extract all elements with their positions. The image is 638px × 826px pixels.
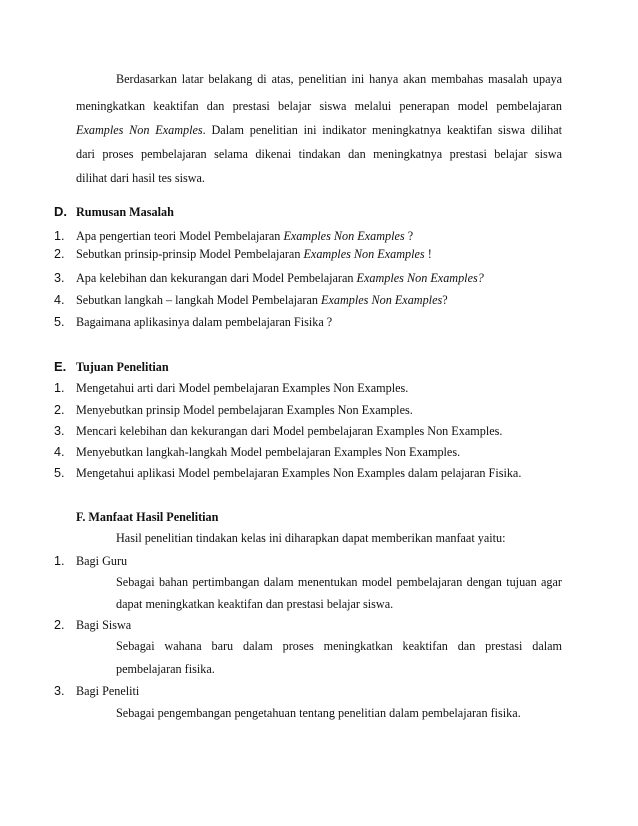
section-f-title: F. Manfaat Hasil Penelitian — [76, 510, 219, 524]
section-d-item-4 — [76, 292, 448, 308]
section-d-item-5 — [76, 314, 332, 330]
intro-line-4: dari proses pembelajaran selama dikenai tindakan dan meningkatnya prestasi belajar siswa — [76, 147, 562, 161]
section-f-item-2-line-1: Sebagai wahana baru dalam proses meningkatkan keaktifan dan prestasi dalam — [116, 639, 562, 653]
section-e-item-2-number: 2. — [54, 403, 65, 417]
section-f-item-3-number: 3. — [54, 684, 65, 698]
section-e-marker: E. — [54, 359, 67, 374]
section-d-item-2-number: 2. — [54, 247, 65, 261]
item-text: Sebutkan langkah – langkah Model Pembelajaran — [76, 293, 322, 307]
item-text: Apa kelebihan dan kekurangan dari Model Pembelajaran — [76, 271, 357, 285]
item-suffix: ! — [424, 247, 432, 261]
intro-line-2: meningkatkan keaktifan dan prestasi belajar siswa melalui penerapan model pembelajaran — [76, 99, 562, 113]
intro-line-3 — [76, 122, 562, 138]
section-e-item-5: Mengetahui aplikasi Model pembelajaran Examples Non Examples dalam pelajaran Fisika. — [76, 466, 522, 480]
section-f-item-3-label: Bagi Peneliti — [76, 684, 140, 698]
section-f-item-1-line-1: Sebagai bahan pertimbangan dalam menentukan model pembelajaran dengan tujuan agar — [116, 575, 562, 589]
section-d-title: Rumusan Masalah — [76, 205, 174, 219]
section-e-item-3: Mencari kelebihan dan kekurangan dari Model pembelajaran Examples Non Examples. — [76, 424, 503, 438]
section-f-item-2-label: Bagi Siswa — [76, 618, 132, 632]
section-f-item-1-line-2: dapat meningkatkan keaktifan dan prestasi belajar siswa. — [116, 597, 394, 611]
section-d-item-5-number: 5. — [54, 315, 65, 329]
section-d-item-3 — [76, 270, 484, 286]
section-e-item-4-number: 4. — [54, 445, 65, 459]
section-f-item-1-number: 1. — [54, 554, 65, 568]
item-suffix: ? — [404, 229, 414, 243]
section-f-item-2-number: 2. — [54, 618, 65, 632]
section-e-item-4: Menyebutkan langkah-langkah Model pembelajaran Examples Non Examples. — [76, 445, 461, 459]
item-italic: Examples Non Examples — [303, 247, 425, 261]
section-d-item-1 — [76, 228, 413, 244]
section-d-item-3-number: 3. — [54, 271, 65, 285]
section-e-item-2: Menyebutkan prinsip Model pembelajaran Examples Non Examples. — [76, 403, 413, 417]
intro-line-5: dilihat dari hasil tes siswa. — [76, 171, 205, 185]
section-d-item-2 — [76, 246, 432, 262]
item-italic: Examples Non Examples? — [356, 271, 484, 285]
section-d-item-1-number: 1. — [54, 229, 65, 243]
section-e-item-1: Mengetahui arti dari Model pembelajaran Examples Non Examples. — [76, 381, 409, 395]
section-f-item-3-line-1: Sebagai pengembangan pengetahuan tentang penelitian dalam pembelajaran fisika. — [116, 706, 521, 720]
section-e-item-3-number: 3. — [54, 424, 65, 438]
item-italic: Examples Non Examples — [283, 229, 405, 243]
intro-line-1: Berdasarkan latar belakang di atas, penelitian ini hanya akan membahas masalah upaya — [116, 72, 562, 86]
item-text: Sebutkan prinsip-prinsip Model Pembelajaran — [76, 247, 304, 261]
intro-line-3-rest: . Dalam penelitian ini indikator meningkatnya keaktifan siswa dilihat — [202, 123, 562, 137]
item-text: Bagaimana aplikasinya dalam pembelajaran Fisika ? — [76, 315, 333, 329]
section-f-intro: Hasil penelitian tindakan kelas ini diharapkan dapat memberikan manfaat yaitu: — [116, 531, 506, 545]
section-f-item-1-label: Bagi Guru — [76, 554, 128, 568]
item-suffix: ? — [442, 293, 448, 307]
item-italic: Examples Non Examples — [321, 293, 443, 307]
section-e-item-5-number: 5. — [54, 466, 65, 480]
section-d-item-4-number: 4. — [54, 293, 65, 307]
item-text: Apa pengertian teori Model Pembelajaran — [76, 229, 284, 243]
section-d-marker: D. — [54, 204, 67, 219]
section-e-item-1-number: 1. — [54, 381, 65, 395]
section-e-title: Tujuan Penelitian — [76, 360, 169, 374]
section-f-item-2-line-2: pembelajaran fisika. — [116, 662, 215, 676]
intro-line-3-italic: Examples Non Examples — [76, 123, 203, 137]
